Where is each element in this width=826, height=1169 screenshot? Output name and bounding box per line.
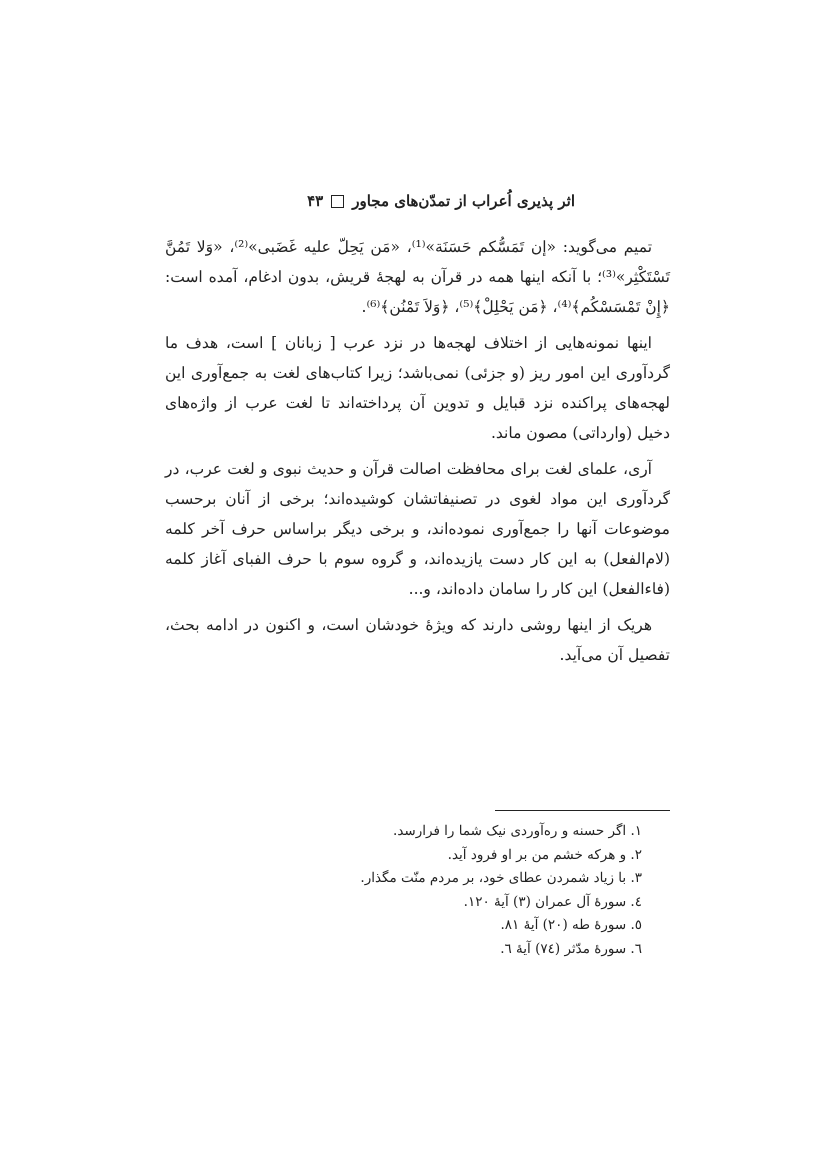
paragraph: تمیم می‌گوید: «إن تَمَسُّکم حَسَنَة»⁽¹⁾، «مَن یَحِلّ علیه غَضَبی»⁽²⁾، «وَلا تَمُنَّ تَسْتَکْثِر»⁽³⁾؛ با آنکه اینها همه در قرآن به لهجهٔ قریش، بدون ادغام، آمده است: ﴿إِنْ تَمْسَسْکُم﴾⁽⁴⁾، ﴿مَن یَحْلِلْ﴾⁽⁵⁾، ﴿وَلاَ تَمْنُن﴾⁽⁶⁾.	[165, 238, 670, 316]
running-header	[155, 192, 575, 210]
main-text	[165, 232, 670, 676]
footnote: ٢. و هرکه خشم من بر او فرود آید.	[447, 846, 642, 863]
footnote: ١. اگر حسنه و ره‌آوردی نیک شما را فرارسد.	[393, 823, 642, 839]
square-ornament-icon	[331, 195, 344, 208]
paragraph: اینها نمونه‌هایی از اختلاف لهجه‌ها در نزد عرب [ زبانان ] است، هدف ما گردآوری این امور ریز (و جزئی) نمی‌باشد؛ زیرا کتاب‌های لغت به جمع‌آوری این لهجه‌های پراکنده نزد قبایل و تدوین آن پرداخته‌اند تا لغت عرب از واژه‌های دخیل (وارداتی) مصون ماند.	[165, 334, 670, 442]
header-title: اثر پذیری اُعراب از تمدّن‌های مجاور	[352, 192, 575, 210]
footnote-divider	[495, 810, 670, 811]
page-number: ۴۳	[307, 192, 324, 210]
footnote: ٥. سورهٔ طه (٢٠) آیهٔ ٨١.	[500, 917, 642, 933]
footnote: ٣. با زیاد شمردن عطای خود، بر مردم منّت مگذار.	[360, 870, 642, 886]
paragraph: آری، علمای لغت برای محافظت اصالت قرآن و حدیث نبوی و لغت عرب، در گردآوری این مواد لغوی در تصنیفاتشان کوشیده‌اند؛ برخی از آنان برحسب موضوعات آنها را جمع‌آوری نموده‌اند، و برخی دیگر براساس حرف آخر کلمه (لام‌الفعل) به این کار دست یازیده‌اند، و گروه سوم با حرف الفبای آغاز کلمه (فاءالفعل) این کار را سامان داده‌اند، و...	[165, 460, 670, 598]
paragraph: هریک از اینها روشی دارند که ویژهٔ خودشان است، و اکنون در ادامه بحث، تفصیل آن می‌آید.	[165, 616, 670, 664]
footnotes	[300, 820, 670, 961]
footnote: ٤. سورهٔ آل عمران (٣) آیهٔ ١٢٠.	[463, 893, 642, 910]
footnote: ٦. سورهٔ مدّثر (٧٤) آیهٔ ٦.	[500, 940, 642, 957]
